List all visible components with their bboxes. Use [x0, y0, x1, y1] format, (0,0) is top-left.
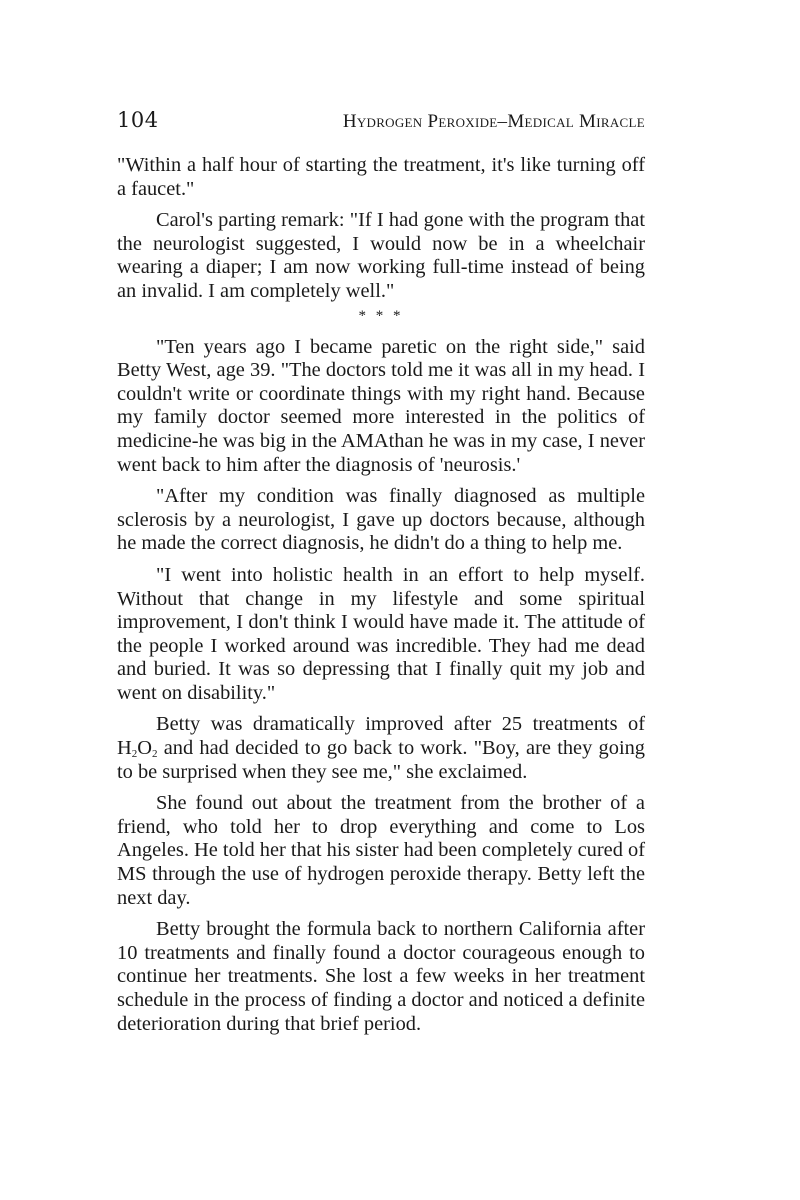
paragraph-7: She found out about the treatment from the brother of a friend, who told her to drop everything and come to Los Angeles. He told her that his sister had been completely cured of MS through the use of hydrogen peroxide therapy. Betty left the next day.	[117, 792, 645, 909]
subscript-2-oxygen: 2	[151, 748, 158, 761]
running-head	[117, 108, 645, 140]
paragraph-3: "Ten years ago I became paretic on the right side," said Betty West, age 39. "The doctors told me it was all in my head. I couldn't write or coordinate things with my right hand. Because my family doctor seemed more interested in the politics of medicine-he was big in the AMAthan he was in my case, I never went back to him after the diagnosis of 'neurosis.'	[117, 335, 645, 476]
paragraph-6-text-after: and had decided to go back to work. "Boy, are they going to be surprised when they see me," she exclaimed.	[117, 737, 645, 783]
body-text	[117, 154, 645, 1036]
paragraph-6-oxygen: O	[137, 737, 152, 760]
subscript-2-hydrogen: 2	[131, 748, 138, 761]
paragraph-1: "Within a half hour of starting the treatment, it's like turning off a faucet."	[117, 154, 645, 200]
paragraph-6	[117, 713, 645, 784]
section-separator: * * *	[358, 307, 404, 324]
running-title: Hydrogen Peroxide–Medical Miracle	[342, 111, 645, 132]
paragraph-6-text-before: Betty was dramatically improved after 25 treatments of H	[117, 713, 645, 760]
book-page	[117, 108, 645, 1044]
paragraph-4: "After my condition was finally diagnosed as multiple sclerosis by a neurologist, I gave up doctors because, although he made the correct diagnosis, he didn't do a thing to help me.	[117, 485, 645, 555]
paragraph-8: Betty brought the formula back to northern California after 10 treatments and finally found a doctor courageous enough to continue her treatments. She lost a few weeks in her treatment schedule in the process of finding a doctor and noticed a definite deterioration during that brief period.	[117, 918, 645, 1035]
page-number: 104	[117, 108, 159, 132]
paragraph-2: Carol's parting remark: "If I had gone with the program that the neurologist suggested, I would now be in a wheelchair wearing a diaper; I am now working full-time instead of being an invalid. I am completely well."	[117, 209, 645, 302]
paragraph-5: "I went into holistic health in an effort to help myself. Without that change in my lifestyle and some spiritual improvement, I don't think I would have made it. The attitude of the people I worked around was incredible. They had me dead and buried. It was so depressing that I finally quit my job and went on disability."	[117, 563, 645, 704]
